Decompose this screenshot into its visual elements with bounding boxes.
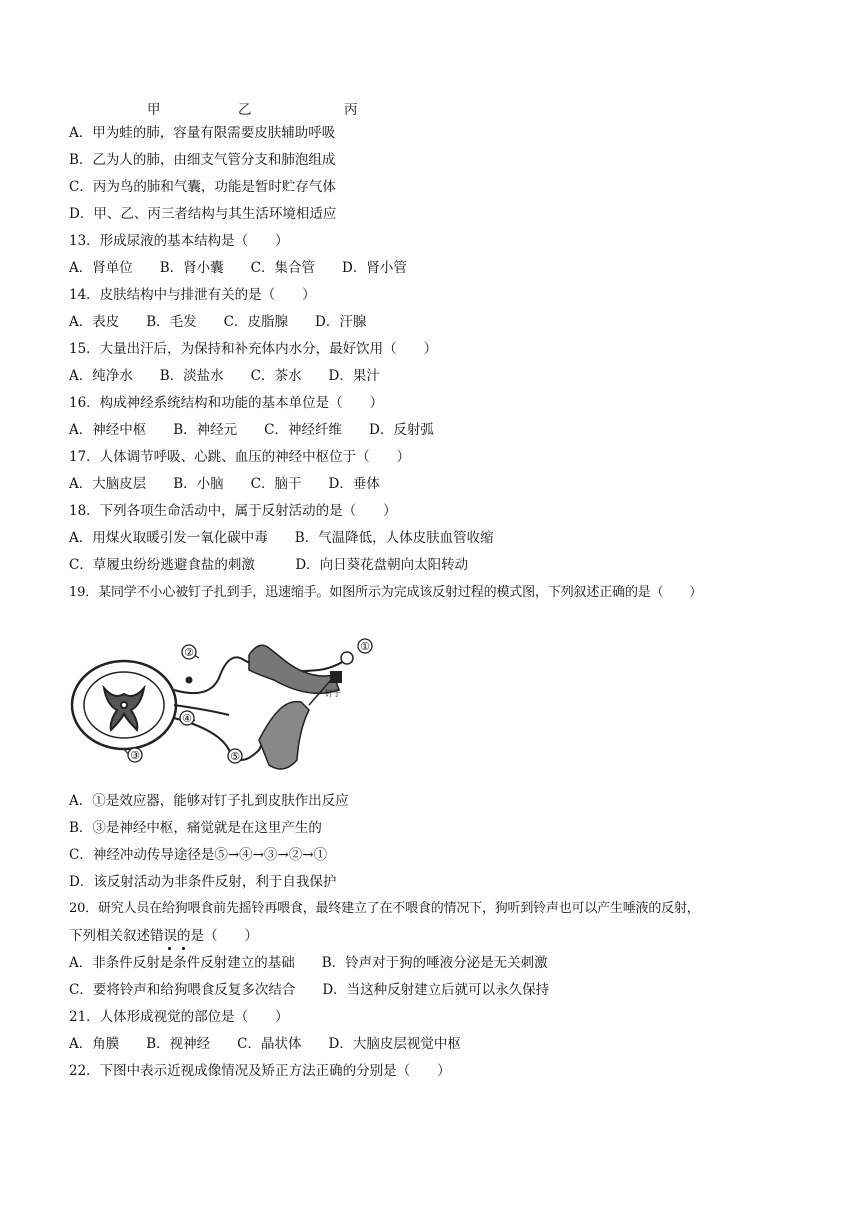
- question-18: 18．下列各项生命活动中，属于反射活动的是（ ）: [69, 503, 397, 519]
- options-q20-cd: C．要将铃声和给狗喂食反复多次结合 D．当这种反射建立后就可以永久保持: [69, 982, 550, 998]
- reflex-arc-diagram: [69, 630, 375, 780]
- marker-4: ④: [182, 712, 192, 725]
- figure-labels: [0, 98, 860, 118]
- marker-1: ①: [360, 640, 370, 653]
- options-q15: A．纯净水 B．淡盐水 C．茶水 D．果汁: [69, 368, 380, 384]
- option-a-q12: A．甲为蛙的肺，容量有限需要皮肤辅助呼吸: [69, 125, 336, 141]
- options-q18-ab: A．用煤火取暖引发一氧化碳中毒 B．气温降低，人体皮肤血管收缩: [69, 530, 494, 546]
- marker-5: ⑤: [230, 750, 240, 763]
- options-q14: A．表皮 B．毛发 C．皮脂腺 D．汗腺: [69, 314, 367, 330]
- question-20-line2: 下列相关叙述错误的是（ ）: [69, 928, 258, 944]
- label-bing: 丙: [344, 102, 358, 118]
- options-q17: A．大脑皮层 B．小脑 C．脑干 D．垂体: [69, 476, 380, 492]
- option-d-q19: D．该反射活动为非条件反射，利于自我保护: [69, 874, 337, 890]
- question-20-line1: 20．研究人员在给狗喂食前先摇铃再喂食，最终建立了在不喂食的情况下，狗听到铃声也可以产生唾液的反射，: [69, 901, 700, 916]
- question-14: 14．皮肤结构中与排泄有关的是（ ）: [69, 287, 316, 303]
- emphasis-dot: [168, 947, 171, 950]
- emphasis-dot: [182, 947, 185, 950]
- question-19: 19．某同学不小心被钉子扎到手，迅速缩手。如图所示为完成该反射过程的模式图，下列叙述正确的是（ ）: [69, 585, 703, 600]
- label-yi: 乙: [238, 102, 252, 118]
- option-b-q12: B．乙为人的肺，由细支气管分支和肺泡组成: [69, 152, 336, 168]
- question-21: 21．人体形成视觉的部位是（ ）: [69, 1009, 289, 1025]
- option-a-q19: A．①是效应器，能够对钉子扎到皮肤作出反应: [69, 793, 349, 809]
- marker-2: ②: [184, 646, 194, 659]
- label-jia: 甲: [147, 102, 161, 118]
- question-16: 16．构成神经系统结构和功能的基本单位是（ ）: [69, 395, 384, 411]
- option-d-q12: D．甲、乙、丙三者结构与其生活环境相适应: [69, 206, 337, 222]
- question-17: 17．人体调节呼吸、心跳、血压的神经中枢位于（ ）: [69, 449, 411, 465]
- option-c-q12: C．丙为鸟的肺和气囊，功能是暂时贮存气体: [69, 179, 336, 195]
- reflex-arc-figure: [69, 630, 375, 780]
- marker-3: ③: [130, 749, 140, 762]
- options-q18-cd: C．草履虫纷纷逃避食盐的刺激 D．向日葵花盘朝向太阳转动: [69, 557, 469, 573]
- question-22: 22．下图中表示近视成像情况及矫正方法正确的分别是（ ）: [69, 1063, 451, 1079]
- nail-label: 钉子: [325, 689, 341, 698]
- options-q20-ab: A．非条件反射是条件反射建立的基础 B．铃声对于狗的唾液分泌是无关刺激: [69, 955, 548, 971]
- question-15: 15．大量出汗后，为保持和补充体内水分，最好饮用（ ）: [69, 341, 438, 357]
- option-c-q19: C．神经冲动传导途径是⑤→④→③→②→①: [69, 847, 328, 863]
- question-13: 13．形成尿液的基本结构是（ ）: [69, 233, 289, 249]
- options-q13: A．肾单位 B．肾小囊 C．集合管 D．肾小管: [69, 260, 407, 276]
- option-b-q19: B．③是神经中枢，痛觉就是在这里产生的: [69, 820, 322, 836]
- options-q16: A．神经中枢 B．神经元 C．神经纤维 D．反射弧: [69, 422, 434, 438]
- options-q21: A．角膜 B．视神经 C．晶状体 D．大脑皮层视觉中枢: [69, 1036, 461, 1052]
